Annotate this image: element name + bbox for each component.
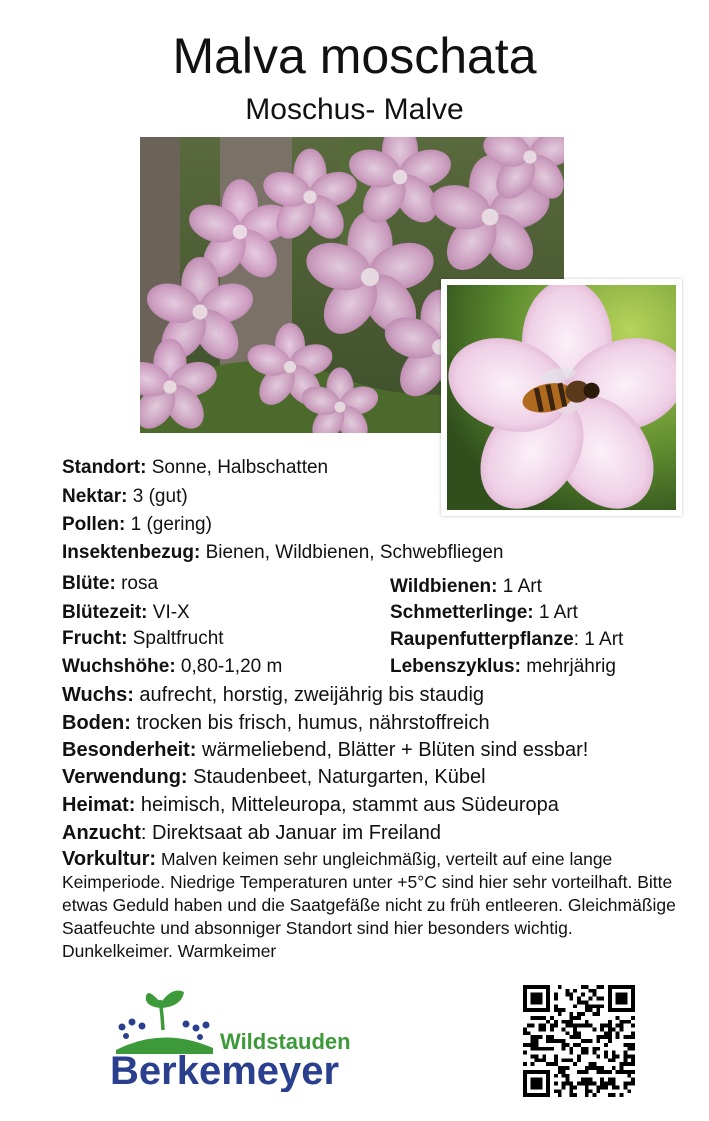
attr-value: Staudenbeet, Naturgarten, Kübel (187, 766, 486, 788)
attr-pollen (62, 513, 212, 537)
logo-line1: Wildstauden (220, 1029, 351, 1054)
attr-bluetezeit (62, 601, 190, 625)
attr-value: trocken bis frisch, humus, nährstoffreich (130, 712, 490, 734)
attr-label: Lebenszyklus: (390, 656, 521, 677)
attr-label: Blüte: (62, 573, 116, 594)
attr-value: Spaltfrucht (127, 628, 224, 649)
attr-label: Besonderheit: (62, 739, 197, 761)
vorkultur-label: Vorkultur: (62, 848, 157, 870)
attr-schmetterlinge (390, 601, 578, 625)
vorkultur-paragraph (62, 848, 677, 963)
attr-value: Bienen, Wildbienen, Schwebfliegen (200, 542, 504, 563)
attr-value: VI-X (147, 602, 190, 623)
attr-value: : Direktsaat ab Januar im Freiland (140, 822, 442, 844)
attr-wildbienen (390, 575, 542, 599)
attr-label: Raupenfutterpflanze (390, 629, 574, 650)
attr-label: Schmetterlinge: (390, 602, 534, 623)
attr-label: Anzucht (62, 822, 141, 844)
logo-line2: Berkemeyer (110, 1049, 340, 1092)
bee-detail-photo (441, 279, 682, 516)
attr-value: 3 (gut) (127, 486, 188, 507)
attr-raupenfutterpflanze (390, 628, 623, 652)
attr-label: Heimat: (62, 794, 136, 816)
berkemeyer-logo (108, 982, 358, 1092)
attr-label: Blütezeit: (62, 602, 148, 623)
attr-label: Verwendung: (62, 766, 188, 788)
attr-value: rosa (115, 573, 159, 594)
vorkultur-text: Malven keimen sehr ungleichmäßig, verteilt auf eine lange Keimperiode. Niedrige Temperaturen unter +5°C sind hier sehr vorteilhaft. Bitte etwas Geduld haben und die Saatgefäße nicht zu früh entleeren. Gleichmäßige Saatfeuchte und absonniger Standort sind hier besonders wichtig. Dunkelkeimer. Warmkeimer (62, 849, 676, 961)
attr-verwendung (62, 765, 486, 789)
attr-boden (62, 711, 490, 735)
attr-label: Frucht: (62, 628, 128, 649)
attr-heimat (62, 793, 559, 817)
attr-label: Wuchshöhe: (62, 656, 176, 677)
attr-value: 1 (gering) (125, 514, 212, 535)
attr-besonderheit (62, 738, 588, 762)
attr-value: mehrjährig (520, 656, 616, 677)
attr-value: 0,80-1,20 m (175, 656, 283, 677)
attr-value: heimisch, Mitteleuropa, stammt aus Südeuropa (135, 794, 559, 816)
attr-value: aufrecht, horstig, zweijährig bis staudig (133, 684, 485, 706)
attr-value: Sonne, Halbschatten (146, 457, 329, 478)
attr-nektar (62, 485, 188, 509)
attr-anzucht (62, 821, 441, 845)
attr-wuchshoehe (62, 655, 282, 679)
qr-code-icon (523, 985, 635, 1102)
attr-value: : 1 Art (573, 629, 624, 650)
attr-frucht (62, 627, 224, 651)
attr-value: 1 Art (533, 602, 578, 623)
attr-lebenszyklus (390, 655, 616, 679)
attr-label: Wildbienen: (390, 576, 498, 597)
attr-label: Nektar: (62, 486, 128, 507)
attr-label: Insektenbezug: (62, 542, 201, 563)
common-name: Moschus- Malve (245, 93, 464, 126)
attr-insektenbezug (62, 541, 503, 565)
attr-label: Standort: (62, 457, 147, 478)
attr-value: 1 Art (497, 576, 542, 597)
attr-label: Wuchs: (62, 684, 134, 706)
attr-label: Boden: (62, 712, 131, 734)
attr-wuchs (62, 683, 484, 707)
attr-label: Pollen: (62, 514, 126, 535)
attr-bluete (62, 572, 158, 596)
attr-standort (62, 456, 328, 480)
attr-value: wärmeliebend, Blätter + Blüten sind essbar! (196, 739, 589, 761)
plant-name: Malva moschata (172, 28, 537, 84)
